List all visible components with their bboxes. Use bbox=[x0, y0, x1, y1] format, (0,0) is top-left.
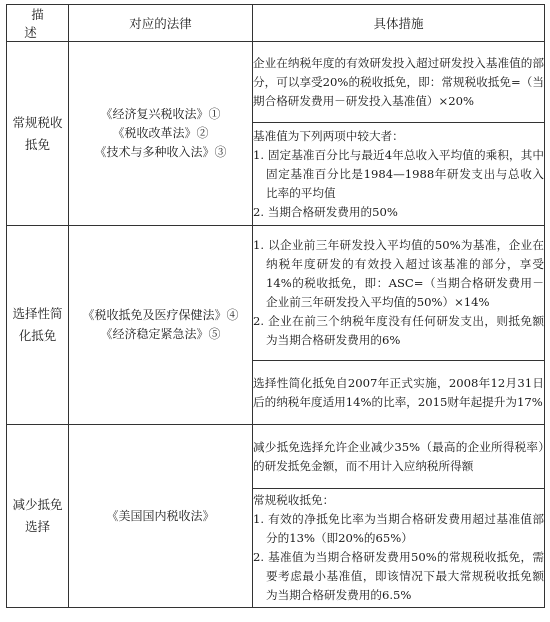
category-cell: 减少抵免 选择 bbox=[7, 425, 69, 608]
table-row bbox=[7, 226, 545, 361]
header-measures: 具体措施 bbox=[253, 5, 545, 42]
law-cell: 《税收抵免及医疗保健法》④ 《经济稳定紧急法》⑤ bbox=[69, 226, 253, 425]
header-row bbox=[7, 5, 545, 42]
list-item: 1. 有效的净抵免比率为当期合格研发费用超过基准值部分的13%（即20%的65%） bbox=[253, 512, 544, 545]
header-description: 描述 bbox=[7, 5, 69, 42]
measure-cell: 企业在纳税年度的有效研发投入超过研发投入基准值的部分，可以享受20%的税收抵免，即：常规税收抵免=（当期合格研发费用－研发投入基准值）×20% bbox=[253, 42, 545, 123]
list-item: 2. 基准值为当期合格研发费用50%的常规税收抵免，需要考虑最小基准值，即该情况下最大常规税收抵免额为当期合格研发费用的6.5% bbox=[253, 550, 544, 602]
table-row bbox=[7, 425, 545, 489]
law-cell: 《美国国内税收法》 bbox=[69, 425, 253, 608]
measure-cell: 选择性简化抵免自2007年正式实施，2008年12月31日后的纳税年度适用14%的比率，2015财年起提升为17% bbox=[253, 361, 545, 425]
category-cell: 选择性简 化抵免 bbox=[7, 226, 69, 425]
measure-cell: 基准值为下列两项中较大者： 1. 固定基准百分比与最近4年总收入平均值的乘积，其中固定基准百分比是1984—1988年研发支出与总收入比率的平均值 2. 当期合格研发费用的50% bbox=[253, 123, 545, 226]
measure-cell: 常规税收抵免： 1. 有效的净抵免比率为当期合格研发费用超过基准值部分的13%（即20%的65%） 2. 基准值为当期合格研发费用50%的常规税收抵免，需要考虑最小基准值，即该情况下最大常规税收抵免额为当期合格研发费用的6.5% bbox=[253, 489, 545, 608]
list-item: 2. 企业在前三个纳税年度没有任何研发支出，则抵免额为当期合格研发费用的6% bbox=[253, 314, 544, 347]
law-cell: 《经济复兴税收法》① 《税收改革法》② 《技术与多种收入法》③ bbox=[69, 42, 253, 226]
measure-cell: 减少抵免选择允许企业减少35%（最高的企业所得税率）的研发抵免金额，而不用计入应纳税所得额 bbox=[253, 425, 545, 489]
measure-cell bbox=[253, 226, 545, 361]
header-law: 对应的法律 bbox=[69, 5, 253, 42]
table-row bbox=[7, 42, 545, 123]
list-item: 2. 当期合格研发费用的50% bbox=[253, 204, 398, 219]
list-item: 1. 固定基准百分比与最近4年总收入平均值的乘积，其中固定基准百分比是1984—1988年研发支出与总收入比率的平均值 bbox=[253, 147, 544, 200]
category-cell: 常规税收 抵免 bbox=[7, 42, 69, 226]
tax-credit-table bbox=[6, 4, 545, 608]
list-item: 1. 以企业前三年研发投入平均值的50%为基准，企业在纳税年度研发的有效投入超过该基准的部分，享受14%的税收抵免，即：ASC=（当期合格研发费用－企业前三年研发投入平均值的50%）×14% bbox=[253, 238, 544, 309]
